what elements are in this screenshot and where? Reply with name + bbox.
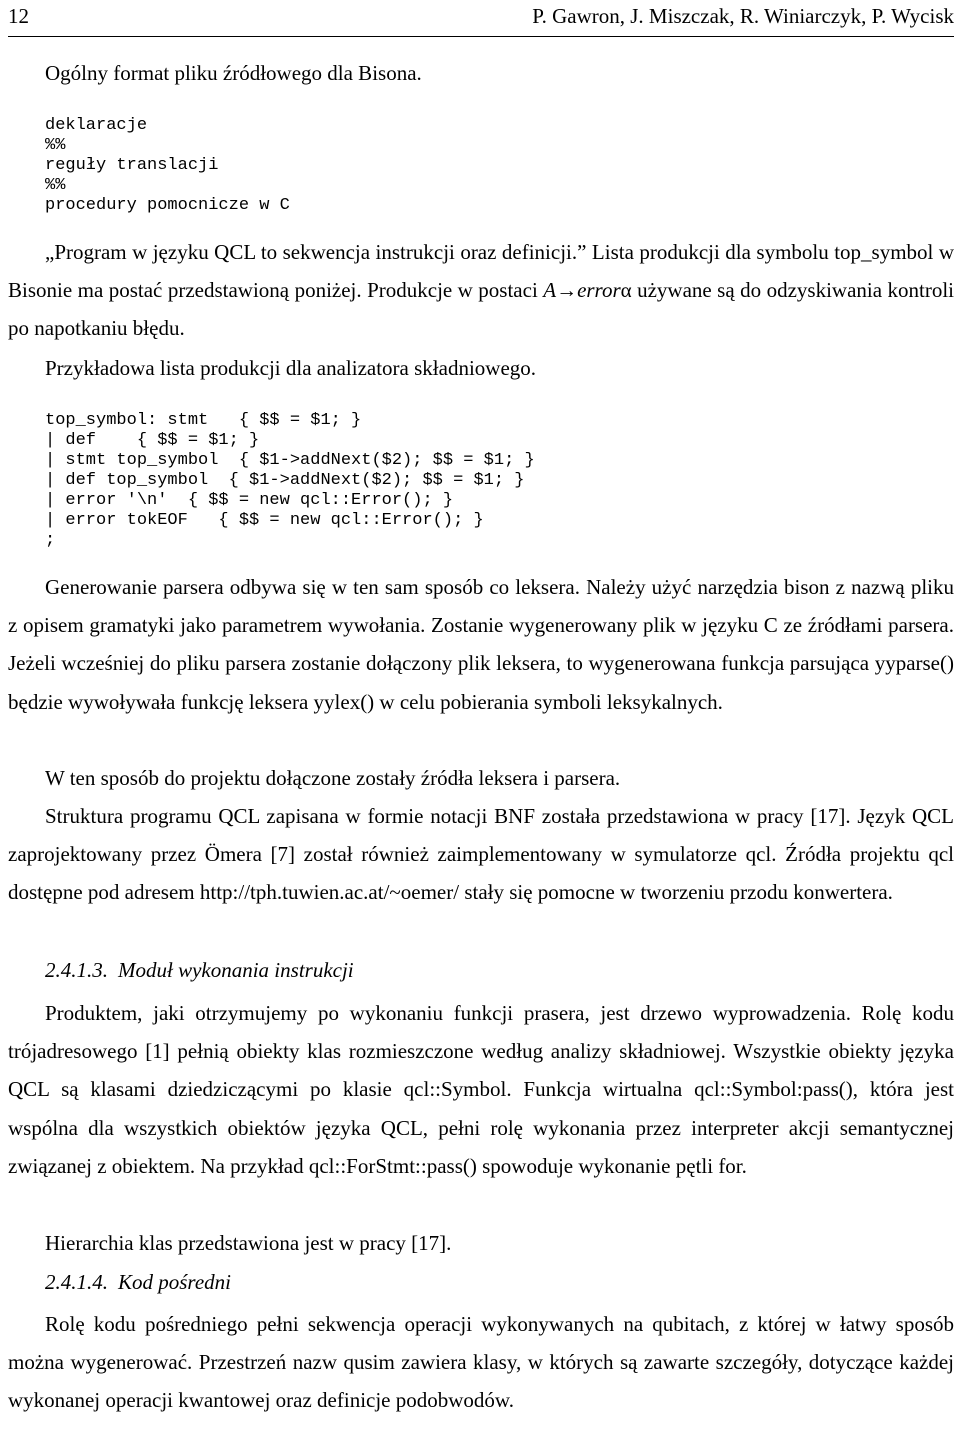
formula-alpha: α — [620, 278, 632, 303]
generate-paragraph: Generowanie parsera odbywa się w ten sam sposób co leksera. Należy użyć narzędzia bison z nazwą pliku z opisem gramatyki jako parametrem wywołania. Zostanie wygenerowany plik w języku C ze źródłami parsera. Jeżeli wcześniej do pliku parsera zostanie dołączony plik leksera, to wygenerowana funkcja parsująca yyparse() będzie wywoływała funkcję leksera yylex() w celu pobierania symboli leksykalnych. — [8, 575, 954, 714]
example-paragraph: Przykładowa lista produkcji dla analizatora składniowego. — [45, 356, 537, 380]
section-number: 2.4.1.4. — [45, 1270, 108, 1294]
section-heading — [45, 1270, 231, 1295]
format-line: procedury pomocnicze w C — [45, 196, 290, 215]
code-line: | def { $$ = $1; } — [45, 431, 260, 450]
hierarchy-paragraph: Hierarchia klas przedstawiona jest w pracy [17]. — [45, 1231, 452, 1255]
code-line: top_symbol: stmt { $$ = $1; } — [45, 411, 362, 430]
sources-paragraph: W ten sposób do projektu dołączone zostały źródła leksera i parsera. — [45, 766, 621, 790]
qcl-text-before: „Program w języku QCL to sekwencja instrukcji oraz definicji.” Lista produkcji dla symbolu top_symbol w Bisonie ma postać przedstawioną poniżej. Produkcje w postaci — [8, 240, 954, 303]
qcl-text-after: używane są do odzyskiwania kontroli po napotkaniu błędu. — [8, 278, 954, 341]
page-number: 12 — [8, 4, 29, 28]
code-line: ; — [45, 531, 56, 550]
section-number: 2.4.1.3. — [45, 958, 108, 982]
structure-paragraph: Struktura programu QCL zapisana w formie notacji BNF została przedstawiona w pracy [17]. Język QCL zaprojektowany przez Ömera [7] został również zaimplementowany w symulatorze qcl. Źródła projektu qcl dostępne pod adresem http://tph.tuwien.ac.at/~oemer/ stały się pomocne w tworzeniu przodu konwertera. — [8, 804, 954, 905]
header-authors: P. Gawron, J. Miszczak, R. Winiarczyk, P. Wycisk — [532, 4, 954, 28]
running-header — [8, 2, 954, 37]
format-line: %% — [45, 136, 66, 155]
section-title: Kod pośredni — [118, 1270, 231, 1294]
product-paragraph: Produktem, jaki otrzymujemy po wykonaniu funkcji prasera, jest drzewo wyprowadzenia. Rolę kodu trójadresowego [1] pełnią obiekty klas rozmieszczone według analizy składniowej. Wszystkie obiekty języka QCL są klasami dziedziczącymi po klasie qcl::Symbol. Funkcja wirtualna qcl::Symbol:pass(), która jest wspólna dla wszystkich obiektów języka QCL, pełni rolę wykonania przez interpreter akcji semantycznej związanej z obiektem. Na przykład qcl::ForStmt::pass() spowoduje wykonanie pętli for. — [8, 1001, 954, 1178]
formula-error: error — [577, 278, 621, 303]
code-line: | error '\n' { $$ = new qcl::Error(); } — [45, 491, 454, 510]
code-line: | def top_symbol { $1->addNext($2); $$ = $1; } — [45, 471, 525, 490]
intermediate-code-paragraph: Rolę kodu pośredniego pełni sekwencja operacji wykonywanych na qubitach, z której w łatwy sposób można wygenerować. Przestrzeń nazw qusim zawiera klasy, w których są zawarte szczegóły, dotyczące każdej wykonanej operacji kwantowej oraz definicje podobwodów. — [8, 1312, 954, 1413]
format-line: deklaracje — [45, 116, 148, 135]
qcl-program-paragraph — [8, 233, 954, 348]
format-line: reguły translacji — [45, 156, 219, 175]
code-line: | error tokEOF { $$ = new qcl::Error(); } — [45, 511, 484, 530]
section-title: Moduł wykonania instrukcji — [118, 958, 354, 982]
section-heading — [45, 958, 354, 983]
formula-arrow: → — [556, 278, 578, 303]
intro-paragraph: Ogólny format pliku źródłowego dla Bisona. — [45, 61, 422, 85]
formula-a: A — [543, 278, 557, 303]
format-line: %% — [45, 176, 66, 195]
code-line: | stmt top_symbol { $1->addNext($2); $$ = $1; } — [45, 451, 535, 470]
